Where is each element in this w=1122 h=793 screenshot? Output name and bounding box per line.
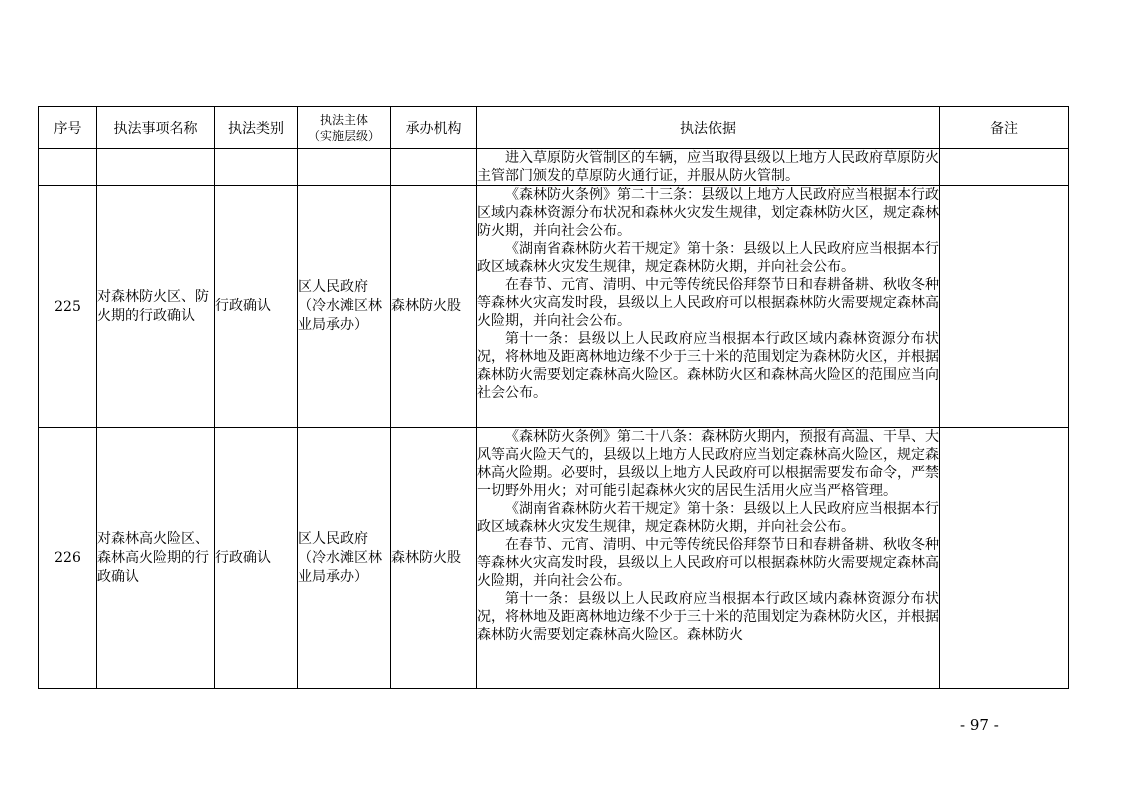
row-basis [477, 186, 940, 428]
header-subject [298, 107, 391, 149]
basis-paragraph: 在春节、元宵、清明、中元等传统民俗拜祭节日和春耕备耕、秋收冬种等森林火灾高发时段，县级以上人民政府可以根据森林防火需要规定森林高火险期，并向社会公布。 [477, 277, 939, 329]
table-row [39, 186, 1069, 428]
header-agency: 承办机构 [391, 107, 477, 149]
header-row [39, 107, 1069, 149]
row-remark [940, 186, 1069, 428]
row-agency: 森林防火股 [391, 186, 477, 428]
basis-paragraph: 《湖南省森林防火若干规定》第十条：县级以上人民政府应当根据本行政区域森林火灾发生规律，规定森林防火期，并向社会公布。 [477, 501, 939, 535]
header-seq: 序号 [39, 107, 97, 149]
row-name: 对森林高火险区、森林高火险期的行政确认 [97, 428, 215, 689]
basis-paragraph: 在春节、元宵、清明、中元等传统民俗拜祭节日和春耕备耕、秋收冬种等森林火灾高发时段，县级以上人民政府可以根据森林防火需要规定森林高火险期，并向社会公布。 [477, 537, 939, 589]
basis-paragraph: 《森林防火条例》第二十八条：森林防火期内，预报有高温、干旱、大风等高火险天气的，县级以上地方人民政府应当划定森林高火险区，规定森林高火险期。必要时，县级以上地方人民政府可以根据需要发布命令，严禁一切野外用火；对可能引起森林火灾的居民生活用火应当严格管理。 [477, 429, 939, 499]
basis-paragraph: 第十一条：县级以上人民政府应当根据本行政区域内森林资源分布状况，将林地及距离林地边缘不少于三十米的范围划定为森林防火区，并根据森林防火需要划定森林高火险区。森林防火区和森林高火险区的范围应当向社会公布。 [477, 331, 939, 401]
row-basis [477, 428, 940, 689]
header-subject-line2: （实施层级） [307, 128, 380, 143]
header-basis: 执法依据 [477, 107, 940, 149]
header-category: 执法类别 [215, 107, 298, 149]
row-subject: 区人民政府（冷水滩区林业局承办） [298, 428, 391, 689]
row-seq: 225 [39, 186, 97, 428]
header-remark: 备注 [940, 107, 1069, 149]
header-name: 执法事项名称 [97, 107, 215, 149]
row-seq: 226 [39, 428, 97, 689]
enforcement-table [38, 106, 1069, 689]
basis-paragraph: 第十一条：县级以上人民政府应当根据本行政区域内森林资源分布状况，将林地及距离林地边缘不少于三十米的范围划定为森林防火区，并根据森林防火需要划定森林高火险区。森林防火 [477, 591, 939, 643]
continued-basis: 进入草原防火管制区的车辆，应当取得县级以上地方人民政府草原防火主管部门颁发的草原防火通行证，并服从防火管制。 [477, 150, 939, 184]
row-category: 行政确认 [215, 428, 298, 689]
basis-paragraph: 《湖南省森林防火若干规定》第十条：县级以上人民政府应当根据本行政区域森林火灾发生规律，规定森林防火期，并向社会公布。 [477, 241, 939, 275]
header-subject-line1: 执法主体 [319, 112, 368, 127]
basis-paragraph: 《森林防火条例》第二十三条：县级以上地方人民政府应当根据本行政区域内森林资源分布状况和森林火灾发生规律，划定森林防火区，规定森林防火期，并向社会公布。 [477, 187, 939, 239]
row-agency: 森林防火股 [391, 428, 477, 689]
continued-row [39, 149, 1069, 186]
row-subject: 区人民政府（冷水滩区林业局承办） [298, 186, 391, 428]
page-number: - 97 - [960, 716, 999, 734]
row-name: 对森林防火区、防火期的行政确认 [97, 186, 215, 428]
table-row [39, 428, 1069, 689]
row-category: 行政确认 [215, 186, 298, 428]
row-remark [940, 428, 1069, 689]
